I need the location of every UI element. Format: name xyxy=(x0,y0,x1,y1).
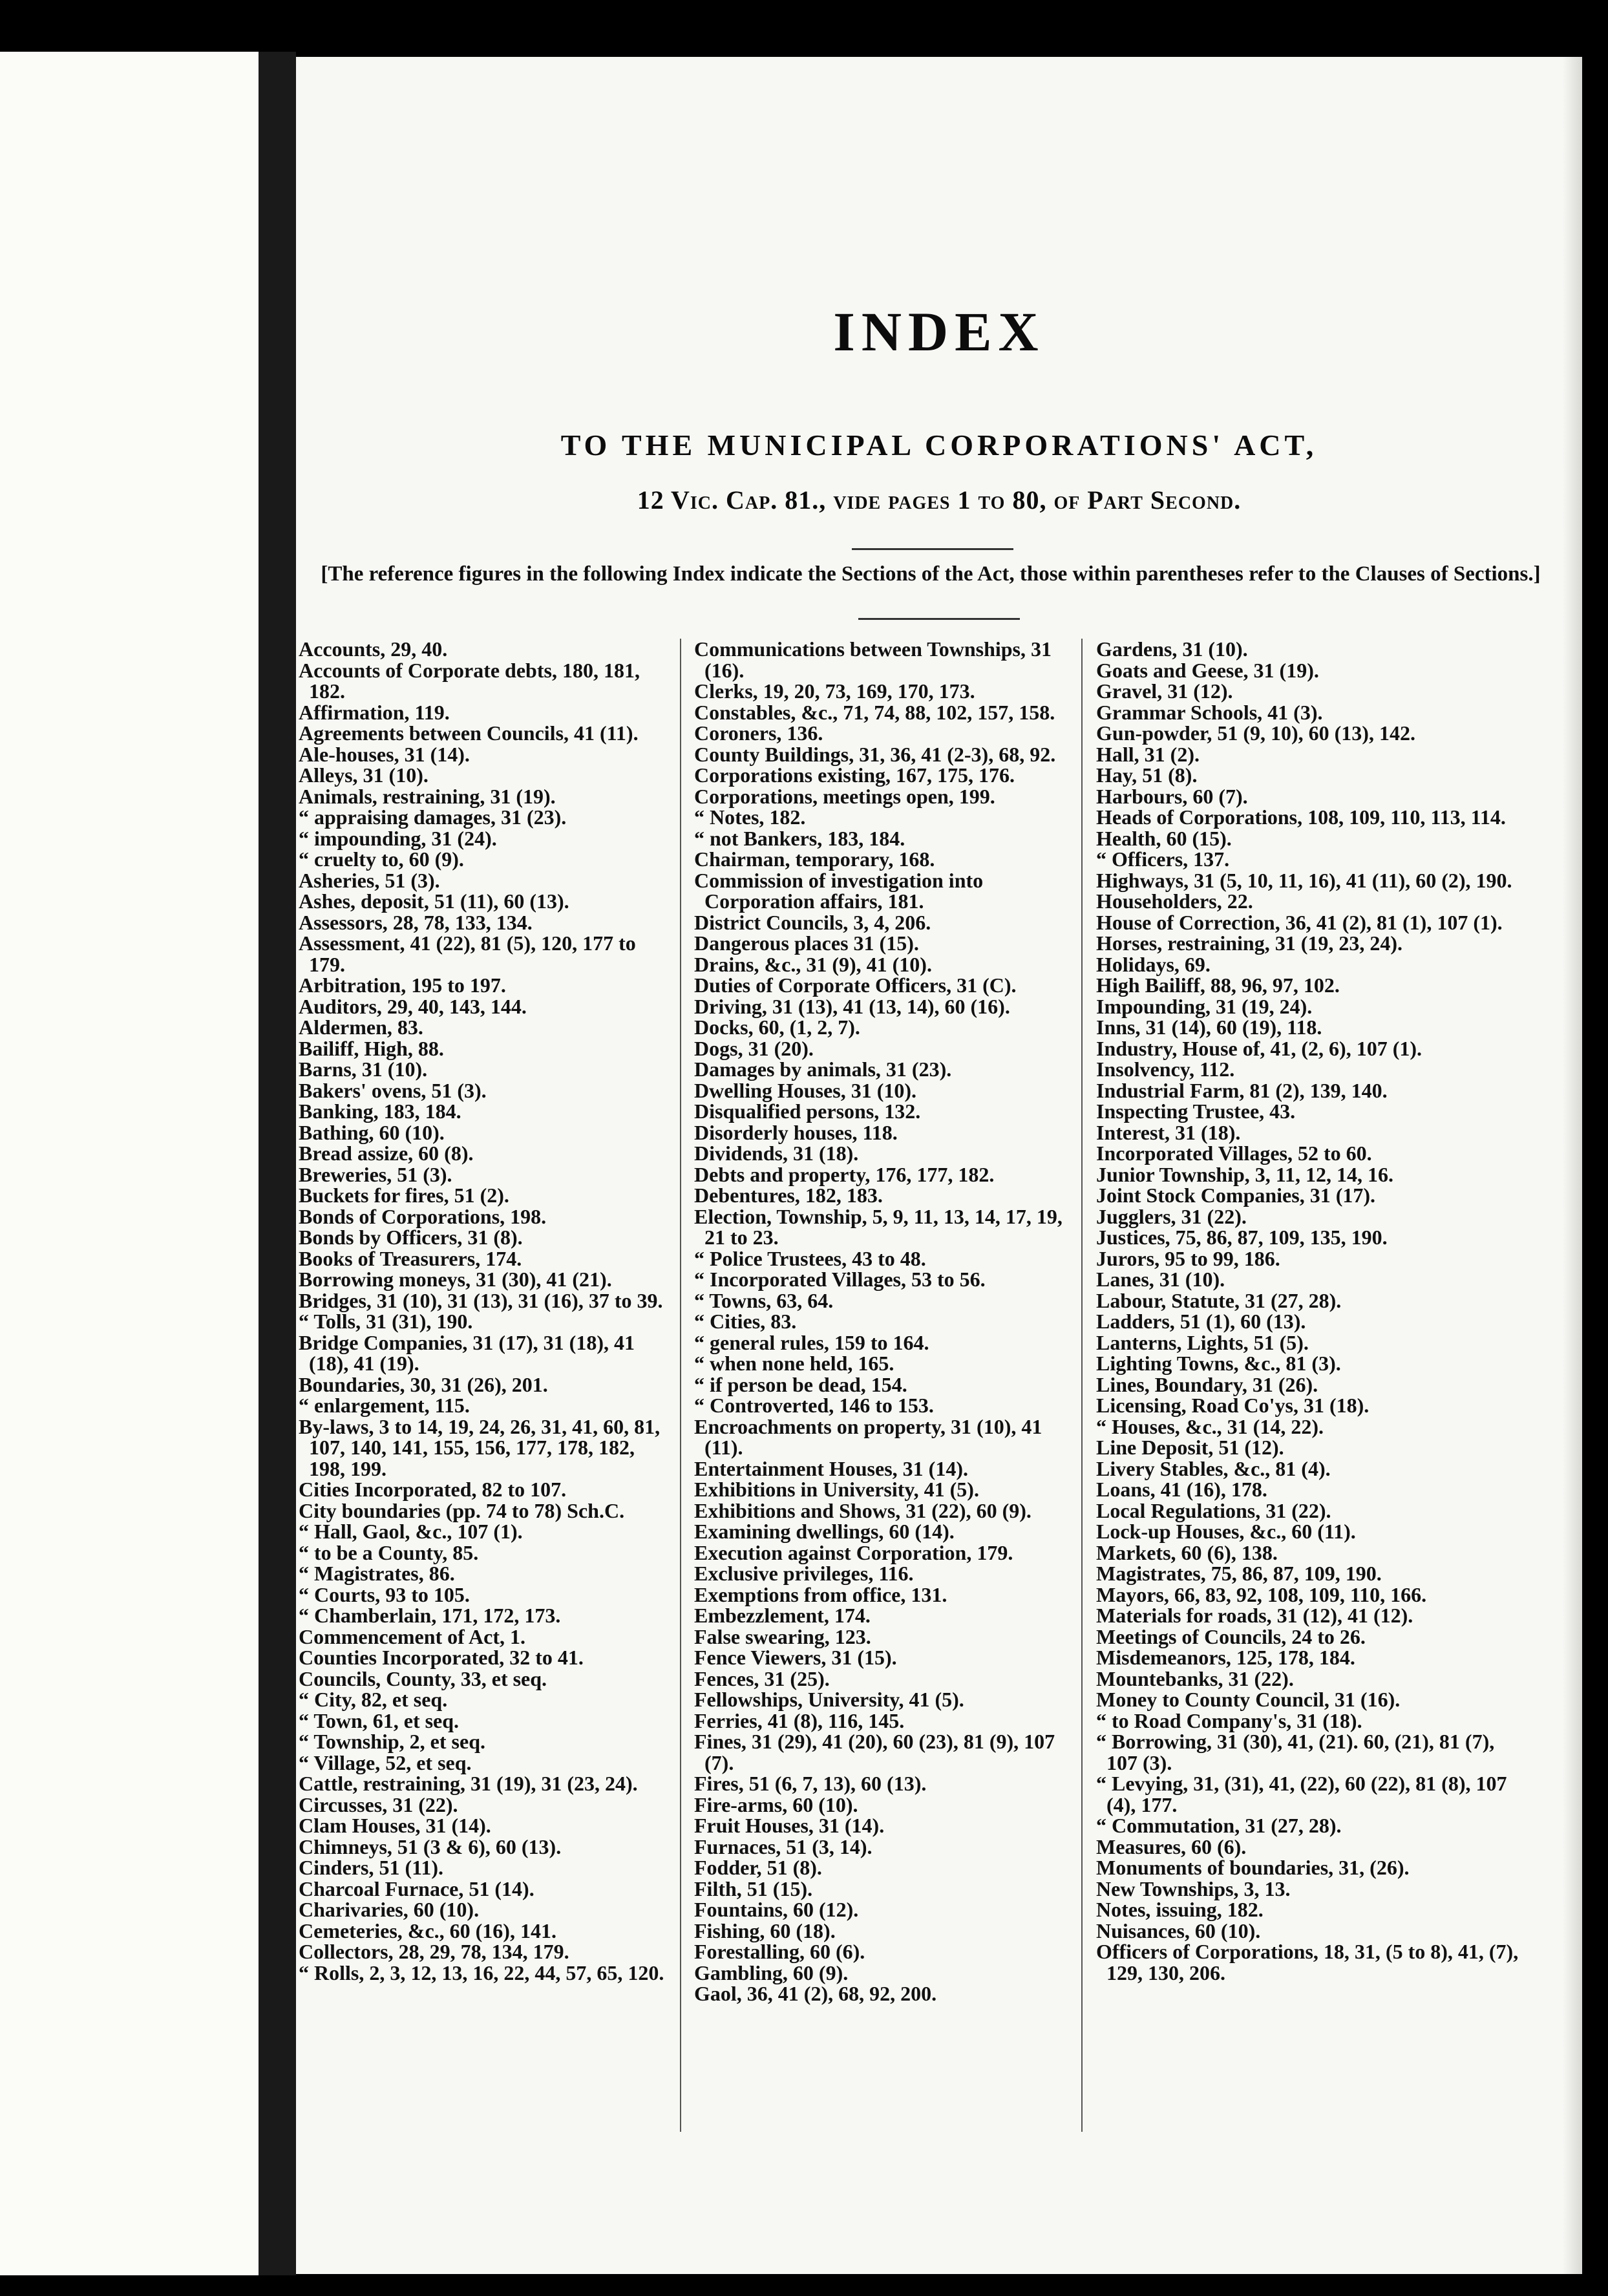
note-rule xyxy=(858,618,1020,620)
index-entry: Grammar Schools, 41 (3). xyxy=(1096,700,1323,724)
index-entry: Lighting Towns, &c., 81 (3). xyxy=(1096,1352,1341,1375)
index-entry: Coroners, 136. xyxy=(694,721,823,745)
index-entry: “ when none held, 165. xyxy=(694,1352,894,1375)
index-entry: Entertainment Houses, 31 (14). xyxy=(694,1456,968,1480)
index-entry: False swearing, 123. xyxy=(694,1624,871,1648)
index-entry: “ Levying, 31, (31), 41, (22), 60 (22), 81 (8), 107 (4), 177. xyxy=(1096,1772,1512,1816)
index-entry: Chimneys, 51 (3 & 6), 60 (13). xyxy=(299,1834,562,1858)
index-entry: Nuisances, 60 (10). xyxy=(1096,1919,1261,1942)
index-entry: Embezzlement, 174. xyxy=(694,1604,871,1627)
index-entry: Charcoal Furnace, 51 (14). xyxy=(299,1876,534,1900)
index-entry: Agreements between Councils, 41 (11). xyxy=(299,721,639,745)
index-entry: Corporations, meetings open, 199. xyxy=(694,784,995,808)
page-subtitle: TO THE MUNICIPAL CORPORATIONS' ACT, xyxy=(560,429,1318,462)
index-entry: Assessors, 28, 78, 133, 134. xyxy=(299,910,533,934)
index-entry: Bridge Companies, 31 (17), 31 (18), 41 (18), 41 (19). xyxy=(299,1330,640,1375)
index-entry: Charivaries, 60 (10). xyxy=(299,1898,480,1921)
index-entry: Accounts, 29, 40. xyxy=(299,637,448,661)
column-divider-1 xyxy=(680,639,681,2132)
index-entry: Notes, issuing, 182. xyxy=(1096,1898,1264,1921)
index-entry: Householders, 22. xyxy=(1096,889,1253,913)
index-entry: “ Cities, 83. xyxy=(694,1310,797,1333)
index-entry: Auditors, 29, 40, 143, 144. xyxy=(299,994,527,1018)
index-entry: Debentures, 182, 183. xyxy=(694,1184,883,1207)
index-entry: Lock-up Houses, &c., 60 (11). xyxy=(1096,1520,1356,1543)
index-entry: Exemptions from office, 131. xyxy=(694,1582,947,1606)
index-entry: “ appraising damages, 31 (23). xyxy=(299,805,567,829)
index-entry: Hay, 51 (8). xyxy=(1096,763,1198,787)
index-entry: Interest, 31 (18). xyxy=(1096,1120,1241,1144)
index-entry: Markets, 60 (6), 138. xyxy=(1096,1540,1278,1564)
index-entry: Ashes, deposit, 51 (11), 60 (13). xyxy=(299,889,569,913)
index-entry: By-laws, 3 to 14, 19, 24, 26, 31, 41, 60, 81, 107, 140, 141, 155, 156, 177, 178, 182, 198, 199. xyxy=(299,1414,666,1480)
index-column-2 xyxy=(684,639,1084,2004)
index-entry: Measures, 60 (6). xyxy=(1096,1834,1247,1858)
index-entry: Fishing, 60 (18). xyxy=(694,1919,836,1942)
index-entry: Bailiff, High, 88. xyxy=(299,1036,444,1060)
index-entry: Industrial Farm, 81 (2), 139, 140. xyxy=(1096,1078,1388,1102)
index-entry: Bonds by Officers, 31 (8). xyxy=(299,1226,523,1249)
index-entry: Incorporated Villages, 52 to 60. xyxy=(1096,1142,1372,1165)
index-entry: Fruit Houses, 31 (14). xyxy=(694,1814,885,1837)
index-entry: “ Notes, 182. xyxy=(694,805,806,829)
index-entry: “ Courts, 93 to 105. xyxy=(299,1582,470,1606)
index-entry: Junior Township, 3, 11, 12, 14, 16. xyxy=(1096,1162,1394,1186)
index-entry: Heads of Corporations, 108, 109, 110, 113, 114. xyxy=(1096,805,1506,829)
index-entry: Inns, 31 (14), 60 (19), 118. xyxy=(1096,1015,1322,1039)
index-entry: “ Police Trustees, 43 to 48. xyxy=(694,1246,926,1270)
page-title: INDEX xyxy=(833,301,1045,363)
index-entry: “ Chamberlain, 171, 172, 173. xyxy=(299,1604,561,1627)
index-entry: Magistrates, 75, 86, 87, 109, 190. xyxy=(1096,1562,1382,1585)
index-entry: Chairman, temporary, 168. xyxy=(694,847,935,871)
index-entry: Bonds of Corporations, 198. xyxy=(299,1204,547,1228)
index-page xyxy=(296,57,1582,2274)
index-entry: Lines, Boundary, 31 (26). xyxy=(1096,1372,1318,1396)
index-entry: Docks, 60, (1, 2, 7). xyxy=(694,1015,860,1039)
index-entry: Ferries, 41 (8), 116, 145. xyxy=(694,1708,905,1732)
index-entry: Debts and property, 176, 177, 182. xyxy=(694,1162,995,1186)
index-entry: Damages by animals, 31 (23). xyxy=(694,1058,952,1081)
index-entry: “ cruelty to, 60 (9). xyxy=(299,847,464,871)
index-entry: “ Township, 2, et seq. xyxy=(299,1730,485,1753)
index-entry: Examining dwellings, 60 (14). xyxy=(694,1520,955,1543)
index-entry: Gravel, 31 (12). xyxy=(1096,679,1233,703)
index-entry: Exhibitions and Shows, 31 (22), 60 (9). xyxy=(694,1498,1031,1522)
index-entry: Barns, 31 (10). xyxy=(299,1058,428,1081)
reference-note: [The reference figures in the following Index indicate the Sections of the Act, those within parentheses refer to the Clauses of Sections.] xyxy=(321,562,1541,586)
index-entry: Borrowing moneys, 31 (30), 41 (21). xyxy=(299,1268,612,1291)
index-entry: Filth, 51 (15). xyxy=(694,1876,813,1900)
index-entry: Gardens, 31 (10). xyxy=(1096,637,1248,661)
index-entry: Fellowships, University, 41 (5). xyxy=(694,1688,964,1711)
index-entry: “ Commutation, 31 (27, 28). xyxy=(1096,1814,1342,1837)
index-entry: Fire-arms, 60 (10). xyxy=(694,1792,858,1816)
index-entry: Ladders, 51 (1), 60 (13). xyxy=(1096,1310,1306,1333)
index-entry: Aldermen, 83. xyxy=(299,1015,423,1039)
index-entry: Bathing, 60 (10). xyxy=(299,1120,445,1144)
index-entry: “ to be a County, 85. xyxy=(299,1540,479,1564)
index-entry: Inspecting Trustee, 43. xyxy=(1096,1100,1296,1123)
index-entry: District Councils, 3, 4, 206. xyxy=(694,910,931,934)
index-entry: Commencement of Act, 1. xyxy=(299,1624,525,1648)
index-entry: “ Town, 61, et seq. xyxy=(299,1708,460,1732)
index-entry: House of Correction, 36, 41 (2), 81 (1), 107 (1). xyxy=(1096,910,1503,934)
index-entry: Councils, County, 33, et seq. xyxy=(299,1666,547,1690)
index-entry: “ Controverted, 146 to 153. xyxy=(694,1394,934,1417)
index-entry: Affirmation, 119. xyxy=(299,700,450,724)
index-entry: “ Houses, &c., 31 (14, 22). xyxy=(1096,1414,1324,1438)
index-entry: “ Hall, Gaol, &c., 107 (1). xyxy=(299,1520,523,1543)
index-entry: Cities Incorporated, 82 to 107. xyxy=(299,1478,567,1501)
index-entry: Ale-houses, 31 (14). xyxy=(299,742,470,766)
index-entry: Bakers' ovens, 51 (3). xyxy=(299,1078,487,1102)
index-entry: Line Deposit, 51 (12). xyxy=(1096,1436,1284,1459)
index-entry: Justices, 75, 86, 87, 109, 135, 190. xyxy=(1096,1226,1388,1249)
index-entry: Loans, 41 (16), 178. xyxy=(1096,1478,1267,1501)
index-entry: Accounts of Corporate debts, 180, 181, 182. xyxy=(299,658,645,703)
index-entry: Livery Stables, &c., 81 (4). xyxy=(1096,1456,1331,1480)
index-entry: Fence Viewers, 31 (15). xyxy=(694,1646,897,1669)
index-entry: Disqualified persons, 132. xyxy=(694,1100,921,1123)
index-entry: Hall, 31 (2). xyxy=(1096,742,1200,766)
index-entry: Misdemeanors, 125, 178, 184. xyxy=(1096,1646,1355,1669)
index-column-1 xyxy=(288,639,670,1983)
index-entry: Boundaries, 30, 31 (26), 201. xyxy=(299,1372,548,1396)
index-entry: Dangerous places 31 (15). xyxy=(694,931,919,955)
index-entry: Cemeteries, &c., 60 (16), 141. xyxy=(299,1919,556,1942)
index-entry: Gaol, 36, 41 (2), 68, 92, 200. xyxy=(694,1982,937,2005)
index-entry: Assessment, 41 (22), 81 (5), 120, 177 to 179. xyxy=(299,931,641,976)
index-entry: Cinders, 51 (11). xyxy=(299,1856,443,1879)
index-entry: “ impounding, 31 (24). xyxy=(299,826,497,850)
index-entry: Fountains, 60 (12). xyxy=(694,1898,859,1921)
index-entry: Collectors, 28, 29, 78, 134, 179. xyxy=(299,1940,569,1963)
index-entry: Mayors, 66, 83, 92, 108, 109, 110, 166. xyxy=(1096,1582,1427,1606)
index-entry: Constables, &c., 71, 74, 88, 102, 157, 158. xyxy=(694,700,1055,724)
index-entry: Breweries, 51 (3). xyxy=(299,1162,452,1186)
index-entry: Officers of Corporations, 18, 31, (5 to 8), 41, (7), 129, 130, 206. xyxy=(1096,1940,1524,1984)
index-entry: “ Incorporated Villages, 53 to 56. xyxy=(694,1268,986,1291)
index-entry: Arbitration, 195 to 197. xyxy=(299,973,506,997)
index-entry: Banking, 183, 184. xyxy=(299,1100,461,1123)
index-entry: Joint Stock Companies, 31 (17). xyxy=(1096,1184,1376,1207)
index-entry: Disorderly houses, 118. xyxy=(694,1120,898,1144)
index-entry: Harbours, 60 (7). xyxy=(1096,784,1248,808)
index-entry: Clerks, 19, 20, 73, 169, 170, 173. xyxy=(694,679,975,703)
index-entry: Highways, 31 (5, 10, 11, 16), 41 (11), 60 (2), 190. xyxy=(1096,868,1512,892)
index-entry: Encroachments on property, 31 (10), 41 (11). xyxy=(694,1414,1048,1459)
index-column-3 xyxy=(1086,637,1524,1984)
index-entry: Lanes, 31 (10). xyxy=(1096,1268,1225,1291)
index-entry: Dwelling Houses, 31 (10). xyxy=(694,1078,916,1102)
index-entry: “ not Bankers, 183, 184. xyxy=(694,826,905,850)
page-subtitle-reference: 12 Vic. Cap. 81., vide pages 1 to 80, of Part Second. xyxy=(637,485,1242,515)
index-entry: “ enlargement, 115. xyxy=(299,1394,470,1417)
index-entry: Communications between Townships, 31 (16). xyxy=(694,637,1057,682)
index-entry: High Bailiff, 88, 96, 97, 102. xyxy=(1096,973,1340,997)
index-entry: Alleys, 31 (10). xyxy=(299,763,428,787)
index-entry: Jugglers, 31 (22). xyxy=(1096,1204,1247,1228)
index-entry: “ City, 82, et seq. xyxy=(299,1688,448,1711)
index-entry: County Buildings, 31, 36, 41 (2-3), 68, 92. xyxy=(694,742,1056,766)
index-entry: Forestalling, 60 (6). xyxy=(694,1940,865,1963)
index-entry: New Townships, 3, 13. xyxy=(1096,1876,1291,1900)
index-entry: Exhibitions in University, 41 (5). xyxy=(694,1478,979,1501)
index-entry: Asheries, 51 (3). xyxy=(299,868,440,892)
index-entry: Jurors, 95 to 99, 186. xyxy=(1096,1246,1280,1270)
index-entry: Fines, 31 (29), 41 (20), 60 (23), 81 (9), 107 (7). xyxy=(694,1730,1061,1774)
index-entry: Mountebanks, 31 (22). xyxy=(1096,1666,1294,1690)
index-entry: Insolvency, 112. xyxy=(1096,1058,1235,1081)
index-entry: Commission of investigation into Corporation affairs, 181. xyxy=(694,868,989,913)
index-entry: Corporations existing, 167, 175, 176. xyxy=(694,763,1015,787)
column-divider-2 xyxy=(1081,639,1083,2132)
index-entry: Fences, 31 (25). xyxy=(694,1666,830,1690)
left-facing-page xyxy=(0,52,259,2275)
index-entry: Health, 60 (15). xyxy=(1096,826,1232,850)
index-entry: Buckets for fires, 51 (2). xyxy=(299,1184,509,1207)
index-entry: Duties of Corporate Officers, 31 (C). xyxy=(694,973,1017,997)
index-entry: Holidays, 69. xyxy=(1096,952,1211,976)
index-entry: Cattle, restraining, 31 (19), 31 (23, 24). xyxy=(299,1772,638,1795)
title-rule xyxy=(852,548,1013,550)
index-entry: Animals, restraining, 31 (19). xyxy=(299,784,556,808)
index-entry: Licensing, Road Co'ys, 31 (18). xyxy=(1096,1394,1370,1417)
index-entry: “ Magistrates, 86. xyxy=(299,1562,455,1585)
index-entry: Drains, &c., 31 (9), 41 (10). xyxy=(694,952,932,976)
index-entry: City boundaries (pp. 74 to 78) Sch.C. xyxy=(299,1498,625,1522)
index-entry: Election, Township, 5, 9, 11, 13, 14, 17, 19, 21 to 23. xyxy=(694,1204,1068,1249)
index-entry: Gun-powder, 51 (9, 10), 60 (13), 142. xyxy=(1096,721,1415,745)
index-entry: Execution against Corporation, 179. xyxy=(694,1540,1013,1564)
index-entry: Books of Treasurers, 174. xyxy=(299,1246,522,1270)
index-entry: “ general rules, 159 to 164. xyxy=(694,1330,929,1354)
index-entry: Lanterns, Lights, 51 (5). xyxy=(1096,1330,1309,1354)
index-entry: “ Rolls, 2, 3, 12, 13, 16, 22, 44, 57, 65, 120. xyxy=(299,1961,664,1984)
page-edge-shadow xyxy=(1563,57,1582,2274)
index-entry: Counties Incorporated, 32 to 41. xyxy=(299,1646,584,1669)
index-entry: Fodder, 51 (8). xyxy=(694,1856,822,1879)
index-entry: Dividends, 31 (18). xyxy=(694,1142,859,1165)
index-entry: Horses, restraining, 31 (19, 23, 24). xyxy=(1096,931,1403,955)
index-entry: Exclusive privileges, 116. xyxy=(694,1562,914,1585)
index-entry: Impounding, 31 (19, 24). xyxy=(1096,994,1313,1018)
index-entry: Circusses, 31 (22). xyxy=(299,1792,458,1816)
index-entry: “ Officers, 137. xyxy=(1096,847,1230,871)
index-entry: Dogs, 31 (20). xyxy=(694,1036,814,1060)
index-entry: Local Regulations, 31 (22). xyxy=(1096,1498,1331,1522)
index-entry: Fires, 51 (6, 7, 13), 60 (13). xyxy=(694,1772,927,1795)
index-entry: Furnaces, 51 (3, 14). xyxy=(694,1834,873,1858)
index-entry: Industry, House of, 41, (2, 6), 107 (1). xyxy=(1096,1036,1423,1060)
index-entry: “ Village, 52, et seq. xyxy=(299,1750,472,1774)
index-entry: Bread assize, 60 (8). xyxy=(299,1142,474,1165)
index-entry: Clam Houses, 31 (14). xyxy=(299,1814,491,1837)
index-entry: Materials for roads, 31 (12), 41 (12). xyxy=(1096,1604,1413,1627)
index-entry: Monuments of boundaries, 31, (26). xyxy=(1096,1856,1410,1879)
index-entry: Labour, Statute, 31 (27, 28). xyxy=(1096,1288,1342,1312)
index-entry: Driving, 31 (13), 41 (13, 14), 60 (16). xyxy=(694,994,1010,1018)
index-entry: Money to County Council, 31 (16). xyxy=(1096,1688,1401,1711)
index-entry: Gambling, 60 (9). xyxy=(694,1961,849,1984)
index-entry: Meetings of Councils, 24 to 26. xyxy=(1096,1624,1366,1648)
index-entry: Goats and Geese, 31 (19). xyxy=(1096,658,1319,682)
index-entry: “ to Road Company's, 31 (18). xyxy=(1096,1708,1362,1732)
index-entry: “ if person be dead, 154. xyxy=(694,1372,907,1396)
index-entry: Bridges, 31 (10), 31 (13), 31 (16), 37 to 39. xyxy=(299,1288,663,1312)
index-entry: “ Towns, 63, 64. xyxy=(694,1288,834,1312)
index-entry: “ Borrowing, 31 (30), 41, (21). 60, (21), 81 (7), 107 (3). xyxy=(1096,1730,1500,1774)
index-entry: “ Tolls, 31 (31), 190. xyxy=(299,1310,473,1333)
